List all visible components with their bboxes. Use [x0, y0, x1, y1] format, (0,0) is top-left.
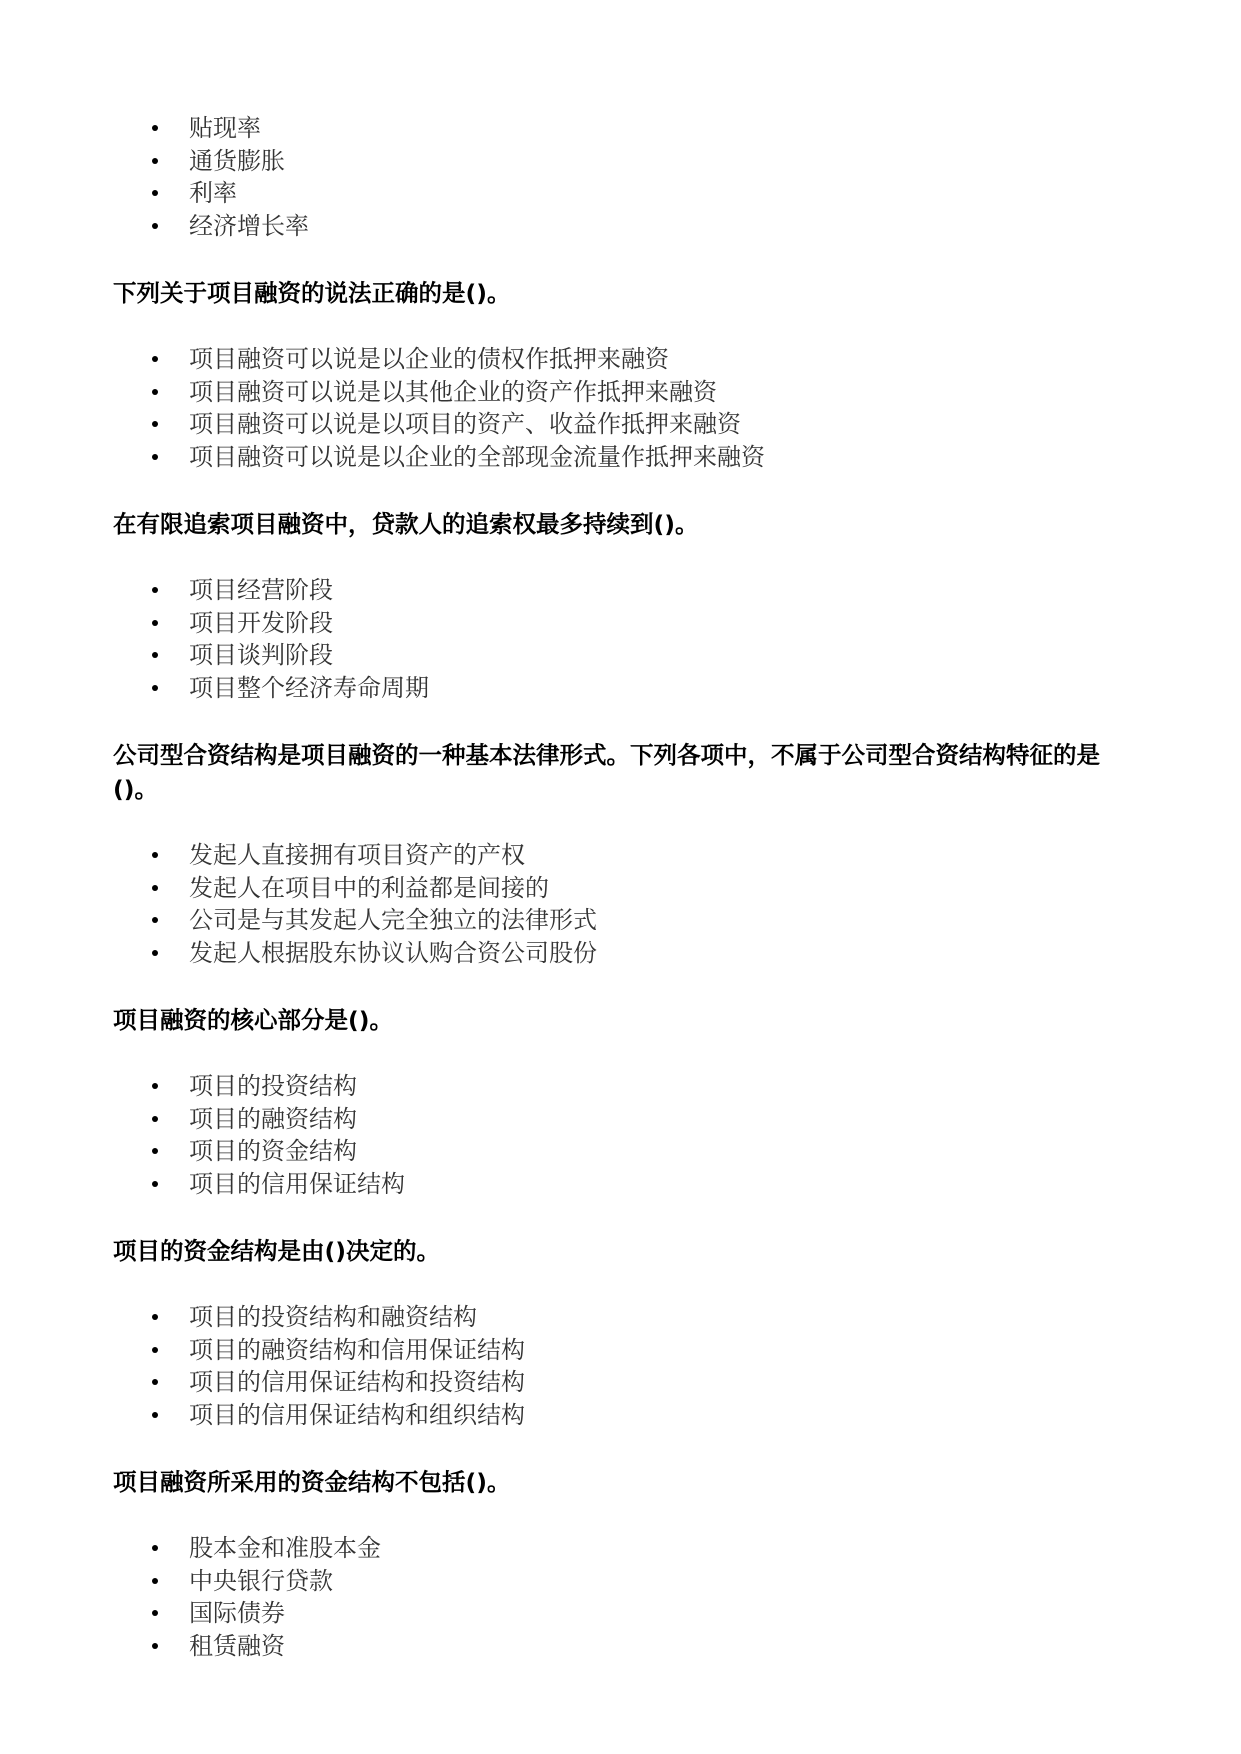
- question-title: 项目的资金结构是由()决定的。: [113, 1237, 440, 1265]
- bullet-icon: [152, 685, 158, 691]
- list-item: [113, 839, 1133, 872]
- option-text: 项目的资金结构: [189, 1137, 357, 1165]
- bullet-icon: [152, 223, 158, 229]
- document-page: [113, 112, 1133, 1662]
- bullet-icon: [152, 356, 158, 362]
- bullet-icon: [152, 1379, 158, 1385]
- question-title: 项目融资的核心部分是()。: [113, 1006, 393, 1034]
- options-list: [113, 1301, 1133, 1431]
- list-item: [113, 574, 1133, 607]
- list-item: [113, 112, 1133, 145]
- option-text: 项目融资可以说是以项目的资产、收益作抵押来融资: [189, 410, 741, 438]
- bullet-icon: [152, 917, 158, 923]
- bullet-icon: [152, 652, 158, 658]
- option-text: 项目的投资结构: [189, 1072, 357, 1100]
- option-text: 项目的信用保证结构和组织结构: [189, 1400, 525, 1429]
- option-text: 通货膨胀: [189, 146, 285, 175]
- list-item: [113, 210, 1133, 243]
- bullet-icon: [152, 1116, 158, 1122]
- bullet-icon: [152, 1181, 158, 1187]
- option-text: 项目经营阶段: [189, 576, 333, 604]
- bullet-icon: [152, 620, 158, 626]
- list-item: [113, 1168, 1133, 1201]
- list-item: [113, 607, 1133, 640]
- option-text: 项目融资可以说是以其他企业的资产作抵押来融资: [189, 377, 717, 406]
- options-list: [113, 1070, 1133, 1200]
- list-item: [113, 408, 1133, 441]
- option-text: 贴现率: [189, 114, 261, 142]
- bullet-icon: [152, 190, 158, 196]
- option-text: 发起人在项目中的利益都是间接的: [189, 873, 549, 902]
- bullet-icon: [152, 1148, 158, 1154]
- bullet-icon: [152, 421, 158, 427]
- option-text: 项目的信用保证结构和投资结构: [189, 1368, 525, 1396]
- bullet-icon: [152, 1578, 158, 1584]
- option-text: 公司是与其发起人完全独立的法律形式: [189, 906, 597, 934]
- list-item: [113, 1399, 1133, 1432]
- list-item: [113, 1532, 1133, 1565]
- bullet-icon: [152, 1643, 158, 1649]
- list-item: [113, 145, 1133, 178]
- option-text: 租赁融资: [189, 1631, 285, 1660]
- list-item: [113, 672, 1133, 705]
- question-title: 下列关于项目融资的说法正确的是()。: [113, 279, 511, 307]
- list-item: [113, 1565, 1133, 1598]
- bullet-icon: [152, 1083, 158, 1089]
- bullet-icon: [152, 950, 158, 956]
- bullet-icon: [152, 454, 158, 460]
- option-text: 发起人直接拥有项目资产的产权: [189, 841, 525, 869]
- question-title: 项目融资所采用的资金结构不包括()。: [113, 1468, 511, 1496]
- bullet-icon: [152, 389, 158, 395]
- options-list: [113, 839, 1133, 969]
- bullet-icon: [152, 587, 158, 593]
- option-text: 项目开发阶段: [189, 608, 333, 637]
- list-item: [113, 343, 1133, 376]
- list-item: [113, 1070, 1133, 1103]
- list-item: [113, 1103, 1133, 1136]
- bullet-icon: [152, 1314, 158, 1320]
- option-text: 项目融资可以说是以企业的全部现金流量作抵押来融资: [189, 442, 765, 471]
- bullet-icon: [152, 125, 158, 131]
- option-text: 项目的融资结构和信用保证结构: [189, 1335, 525, 1364]
- list-item: [113, 904, 1133, 937]
- options-list: [113, 574, 1133, 704]
- options-list: [113, 343, 1133, 473]
- option-text: 经济增长率: [189, 211, 309, 240]
- intro-options-list: [113, 112, 1133, 242]
- list-item: [113, 1366, 1133, 1399]
- list-item: [113, 1301, 1133, 1334]
- option-text: 利率: [189, 179, 237, 207]
- option-text: 项目的信用保证结构: [189, 1169, 405, 1198]
- bullet-icon: [152, 158, 158, 164]
- option-text: 国际债券: [189, 1599, 285, 1627]
- list-item: [113, 872, 1133, 905]
- bullet-icon: [152, 885, 158, 891]
- option-text: 股本金和准股本金: [189, 1534, 381, 1562]
- option-text: 项目整个经济寿命周期: [189, 673, 429, 702]
- options-list: [113, 1532, 1133, 1662]
- list-item: [113, 177, 1133, 210]
- option-text: 项目的投资结构和融资结构: [189, 1303, 477, 1331]
- bullet-icon: [152, 1412, 158, 1418]
- question-title: 公司型合资结构是项目融资的一种基本法律形式。下列各项中，不属于公司型合资结构特征的是()。: [113, 741, 1100, 803]
- list-item: [113, 937, 1133, 970]
- bullet-icon: [152, 852, 158, 858]
- bullet-icon: [152, 1610, 158, 1616]
- bullet-icon: [152, 1347, 158, 1353]
- list-item: [113, 1597, 1133, 1630]
- list-item: [113, 376, 1133, 409]
- option-text: 项目的融资结构: [189, 1104, 357, 1133]
- list-item: [113, 441, 1133, 474]
- option-text: 发起人根据股东协议认购合资公司股份: [189, 938, 597, 967]
- option-text: 中央银行贷款: [189, 1566, 333, 1595]
- option-text: 项目谈判阶段: [189, 641, 333, 669]
- list-item: [113, 1334, 1133, 1367]
- list-item: [113, 639, 1133, 672]
- list-item: [113, 1630, 1133, 1663]
- list-item: [113, 1135, 1133, 1168]
- bullet-icon: [152, 1545, 158, 1551]
- option-text: 项目融资可以说是以企业的债权作抵押来融资: [189, 345, 669, 373]
- question-title: 在有限追索项目融资中，贷款人的追索权最多持续到()。: [113, 510, 699, 538]
